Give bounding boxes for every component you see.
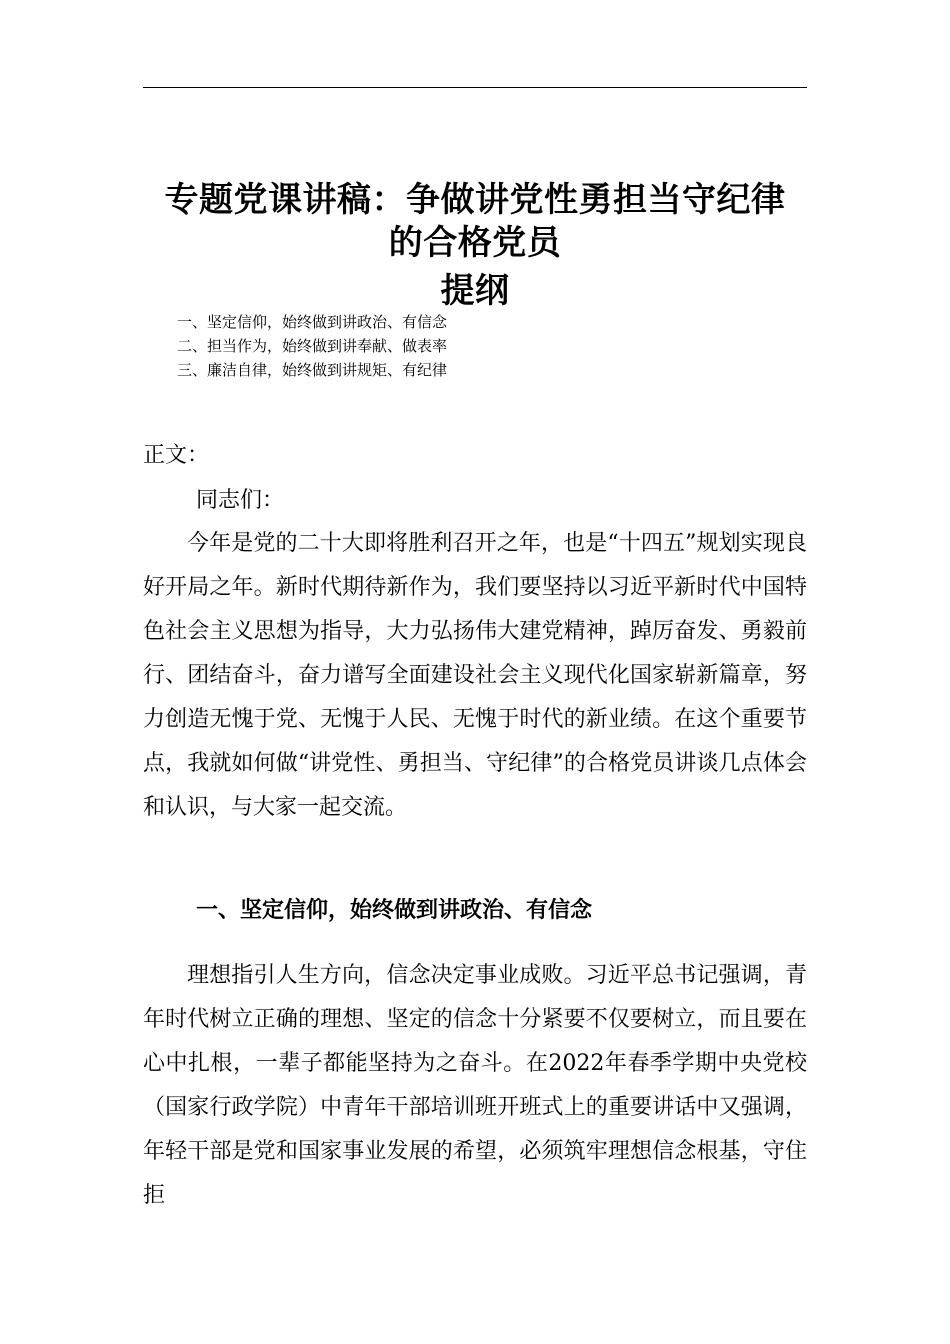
paragraph-intro: 今年是党的二十大即将胜利召开之年，也是“十四五”规划实现良好开局之年。新时代期待新作为，我们要坚持以习近平新时代中国特色社会主义思想为指导，大力弘扬伟大建党精神，踔厉奋发、勇毅前行、团结奋斗，奋力谱写全面建设社会主义现代化国家崭新篇章，努力创造无愧于党、无愧于人民、无愧于时代的新业绩。在这个重要节点，我就如何做“讲党性、勇担当、守纪律”的合格党员讲谈几点体会和认识，与大家一起交流。 <box>143 531 807 820</box>
outline-item: 一、坚定信仰，始终做到讲政治、有信念 <box>177 313 448 331</box>
paragraph-section-1: 理想指引人生方向，信念决定事业成败。习近平总书记强调，青年时代树立正确的理想、坚定的信念十分紧要不仅要树立，而且要在心中扎根，一辈子都能坚持为之奋斗。在2022年春季学期中央党校（国家行政学院）中青年干部培训班开班式上的重要讲话中又强调，年轻干部是党和国家事业发展的希望，必须筑牢理想信念根基，守住拒 <box>143 963 807 1208</box>
outline-list <box>177 310 447 382</box>
outline-item: 三、廉洁自律，始终做到讲规矩、有纪律 <box>177 361 448 379</box>
section-heading: 一、坚定信仰，始终做到讲政治、有信念 <box>196 898 593 923</box>
document-subtitle: 提纲 <box>440 271 510 311</box>
outline-item: 二、担当作为，始终做到讲奉献、做表率 <box>177 337 448 355</box>
header-rule <box>143 87 807 88</box>
document-title-line-2: 的合格党员 <box>388 223 562 263</box>
document-title-line-1: 专题党课讲稿：争做讲党性勇担当守纪律 <box>164 180 786 220</box>
greeting: 同志们： <box>196 488 285 513</box>
body-label: 正文： <box>143 443 210 468</box>
